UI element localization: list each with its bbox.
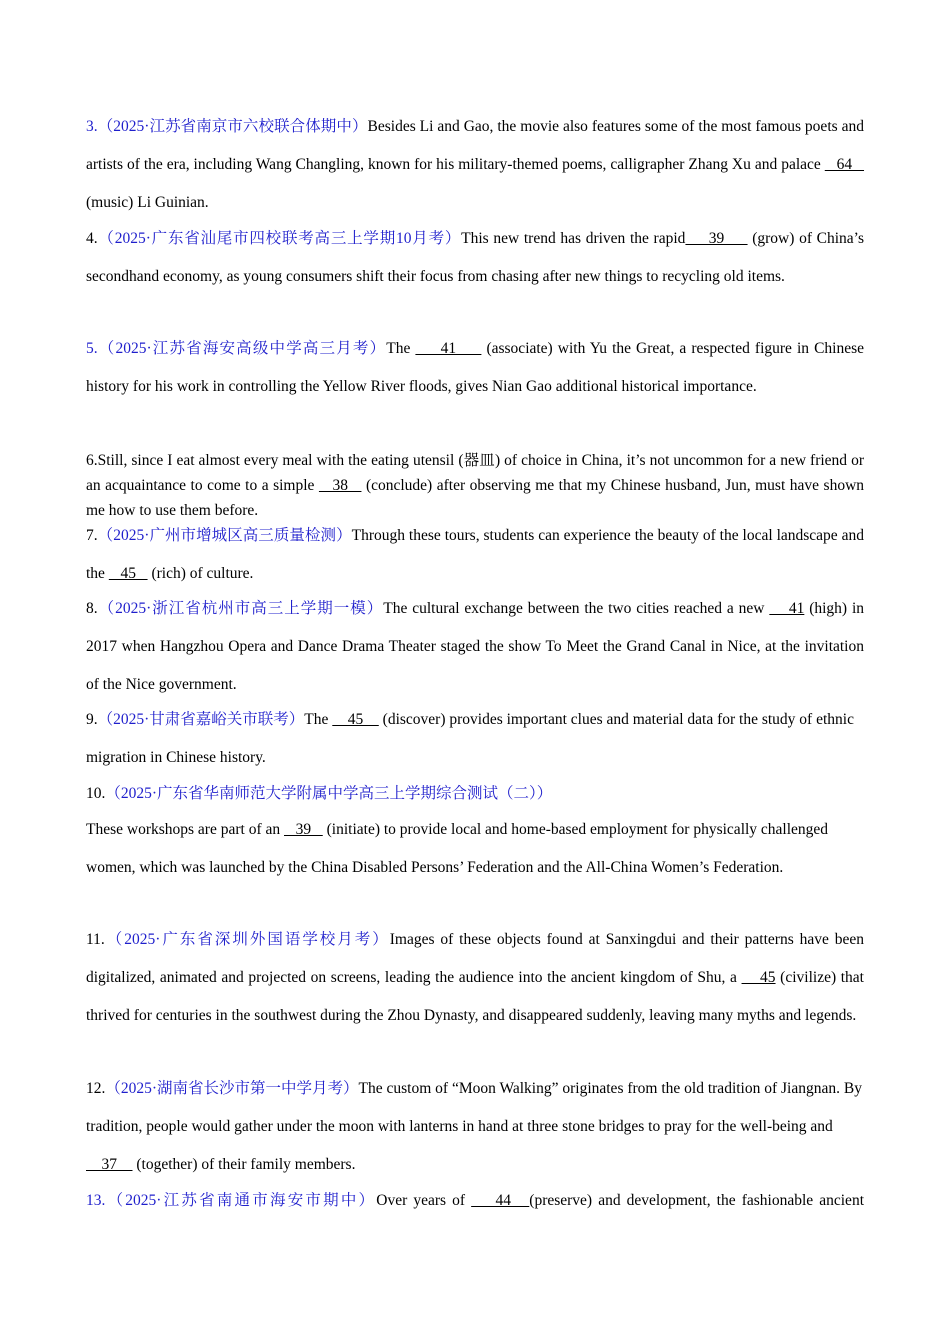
answer-blank: 45 xyxy=(108,564,148,582)
question-hint: (civilize) that thrived for centuries in the southwest during the Zhou Dynasty, and disappeared suddenly, leaving many myths and legends. xyxy=(86,968,864,1024)
question-text: Through these tours, students can experience the beauty of the local landscape and the xyxy=(86,527,864,582)
question-3 xyxy=(86,108,864,221)
question-source: （2025·广东省华南师范大学附属中学高三上学期综合测试（二）） xyxy=(105,785,553,802)
question-6 xyxy=(86,448,864,523)
question-7 xyxy=(86,517,864,593)
question-source: （2025·江苏省南通市海安市期中） xyxy=(105,1192,377,1209)
question-text: Still, since I eat almost every meal with the eating utensil (器皿) of choice in China, it’s not uncommon for a new friend or an acquaintance to come to a simple xyxy=(86,452,864,494)
question-source: （2025·广州市增城区高三质量检测） xyxy=(97,527,352,544)
answer-blank: 45 xyxy=(741,968,776,986)
question-hint: (conclude) after observing me that my Chinese husband, Jun, must have shown me how to use them before. xyxy=(86,477,865,519)
answer-blank: 37 xyxy=(86,1155,133,1173)
question-source: （2025·甘肃省嘉峪关市联考） xyxy=(97,711,305,728)
question-hint: (music) Li Guinian. xyxy=(86,193,209,211)
question-hint: (rich) of culture. xyxy=(147,564,254,582)
question-text: The cultural exchange between the two cities reached a new xyxy=(383,600,770,617)
question-text: The custom of “Moon Walking” originates from the old tradition of Jiangnan. By tradition, people would gather under the moon with lanterns in hand at three stone bridges to pray for the well-being and xyxy=(86,1080,862,1135)
answer-blank: 41 xyxy=(415,340,482,357)
question-number: 3. xyxy=(86,118,98,135)
question-number: 9. xyxy=(86,711,98,728)
answer-blank: 38 xyxy=(318,477,362,494)
question-text: The xyxy=(304,711,333,728)
question-number: 6. xyxy=(86,452,98,469)
question-10 xyxy=(86,775,864,886)
question-source: （2025·浙江省杭州市高三上学期一模） xyxy=(97,600,384,617)
question-source: （2025·广东省汕尾市四校联考高三上学期10月考） xyxy=(97,230,462,247)
question-number: 11. xyxy=(86,931,105,948)
question-source: （2025·广东省深圳外国语学校月考） xyxy=(104,931,390,948)
question-source: （2025·湖南省长沙市第一中学月考） xyxy=(105,1080,359,1097)
answer-blank: 45 xyxy=(332,711,379,728)
answer-blank: 39 xyxy=(685,230,748,247)
question-hint: (together) of their family members. xyxy=(132,1155,356,1173)
question-hint: (grow) of China’s secondhand economy, as young consumers shift their focus from chasing after new things to recycling old items. xyxy=(86,230,865,285)
question-source: （2025·江苏省海安高级中学高三月考） xyxy=(97,340,387,357)
question-hint: (associate) with Yu the Great, a respected figure in Chinese history for his work in controlling the Yellow River floods, gives Nian Gao additional historical importance. xyxy=(86,340,865,395)
question-number: 8. xyxy=(86,600,98,617)
question-hint: (discover) provides important clues and material data for the study of ethnic migration in Chinese history. xyxy=(86,711,854,766)
question-number: 5. xyxy=(86,340,98,357)
question-text: The xyxy=(386,340,416,357)
answer-blank: 39 xyxy=(284,820,323,838)
question-number: 10. xyxy=(86,785,106,802)
question-text: Images of these objects found at Sanxingdui and their patterns have been digitalized, animated and projected on screens, leading the audience into the ancient kingdom of Shu, a xyxy=(86,931,864,986)
question-13 xyxy=(86,1182,864,1220)
question-number: 13. xyxy=(86,1192,106,1209)
question-number: 4. xyxy=(86,230,98,247)
question-4 xyxy=(86,220,864,296)
question-text: Over years of xyxy=(376,1192,472,1209)
answer-blank: 41 xyxy=(769,600,805,617)
question-header xyxy=(86,775,864,813)
question-5 xyxy=(86,330,864,406)
answer-blank: 44 xyxy=(471,1192,530,1209)
question-number: 7. xyxy=(86,527,98,544)
question-hint: (preserve) and development, the fashionable ancient xyxy=(529,1192,864,1209)
question-text: These workshops are part of an xyxy=(86,820,284,838)
question-source: （2025·江苏省南京市六校联合体期中） xyxy=(97,118,368,135)
question-9 xyxy=(86,701,864,777)
answer-blank: 64 xyxy=(824,155,865,173)
question-body xyxy=(86,811,864,887)
question-12 xyxy=(86,1070,864,1183)
question-hint: (high) in 2017 when Hangzhou Opera and Dance Drama Theater staged the show To Meet the Grand Canal in Nice, at the invitation of the Nice government. xyxy=(86,600,865,693)
question-number: 12. xyxy=(86,1080,106,1097)
question-text: This new trend has driven the rapid xyxy=(461,230,686,247)
question-8 xyxy=(86,590,864,703)
question-11 xyxy=(86,921,864,1034)
question-hint: (initiate) to provide local and home-based employment for physically challenged women, which was launched by the China Disabled Persons’ Federation and the All-China Women’s Federation. xyxy=(86,820,829,876)
question-text: Besides Li and Gao, the movie also features some of the most famous poets and artists of the era, including Wang Changling, known for his military-themed poems, calligrapher Zhang Xu and palace xyxy=(86,118,864,173)
